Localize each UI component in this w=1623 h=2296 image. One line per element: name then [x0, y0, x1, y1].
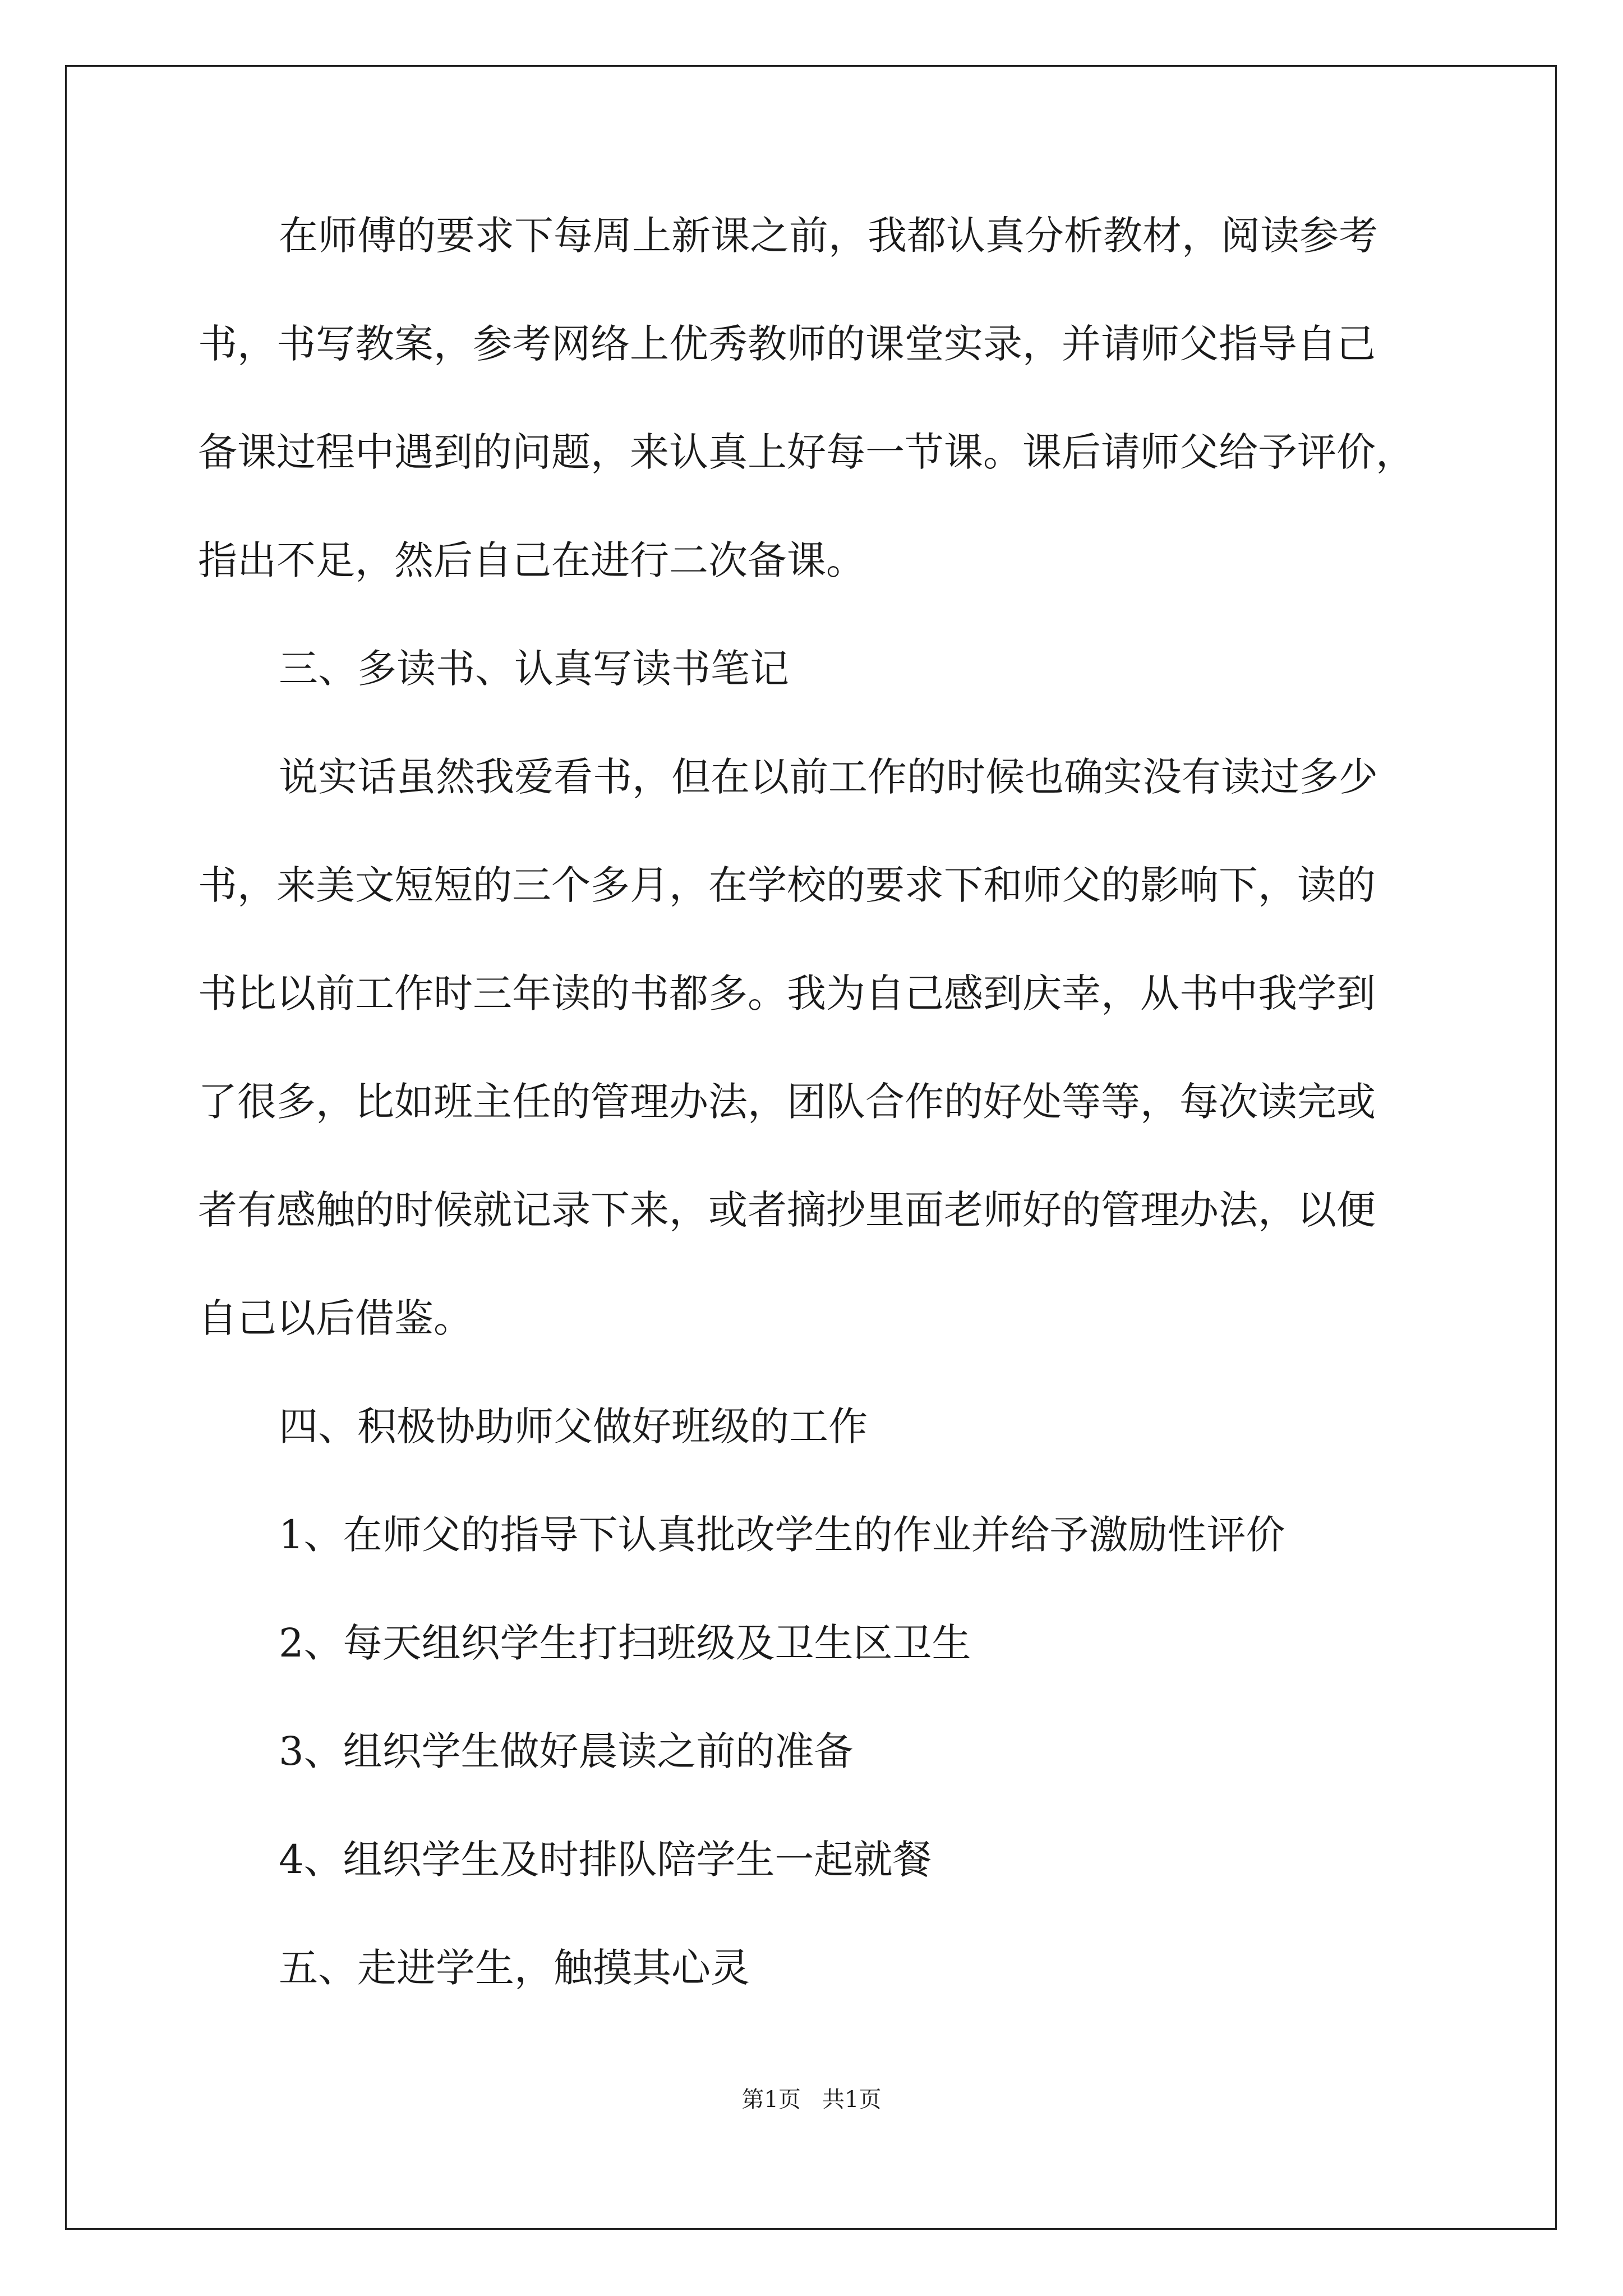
paragraph-line: 在师傅的要求下每周上新课之前，我都认真分析教材，阅读参考: [279, 213, 1378, 259]
paragraph-line: 书，书写教案，参考网络上优秀教师的课堂实录，并请师父指导自己: [198, 321, 1376, 367]
page-border: [65, 65, 1557, 2230]
section-heading: 四、积极协助师父做好班级的工作: [279, 1404, 868, 1450]
paragraph-line: 书比以前工作时三年读的书都多。我为自己感到庆幸，从书中我学到: [198, 970, 1376, 1016]
list-item: 1、在师父的指导下认真批改学生的作业并给予激励性评价: [279, 1512, 1285, 1558]
paragraph-line: 说实话虽然我爱看书，但在以前工作的时候也确实没有读过多少: [279, 754, 1378, 800]
list-item: 3、组织学生做好晨读之前的准备: [279, 1728, 854, 1774]
paragraph-line: 了很多，比如班主任的管理办法，团队合作的好处等等，每次读完或: [198, 1079, 1376, 1125]
paragraph-line: 备课过程中遇到的问题，来认真上好每一节课。课后请师父给予评价，: [198, 429, 1415, 475]
paragraph-line: 者有感触的时候就记录下来，或者摘抄里面老师好的管理办法，以便: [198, 1187, 1376, 1233]
section-heading: 三、多读书、认真写读书笔记: [279, 646, 789, 692]
paragraph-line: 指出不足，然后自己在进行二次备课。: [198, 537, 865, 583]
list-item: 2、每天组织学生打扫班级及卫生区卫生: [279, 1620, 971, 1666]
list-item: 4、组织学生及时排队陪学生一起就餐: [279, 1837, 932, 1883]
section-heading: 五、走进学生，触摸其心灵: [279, 1945, 750, 1991]
paragraph-line: 书，来美文短短的三个多月，在学校的要求下和师父的影响下，读的: [198, 862, 1376, 908]
paragraph-line: 自己以后借鉴。: [198, 1295, 473, 1341]
page-number-footer: 第1页 共1页: [741, 2087, 882, 2113]
